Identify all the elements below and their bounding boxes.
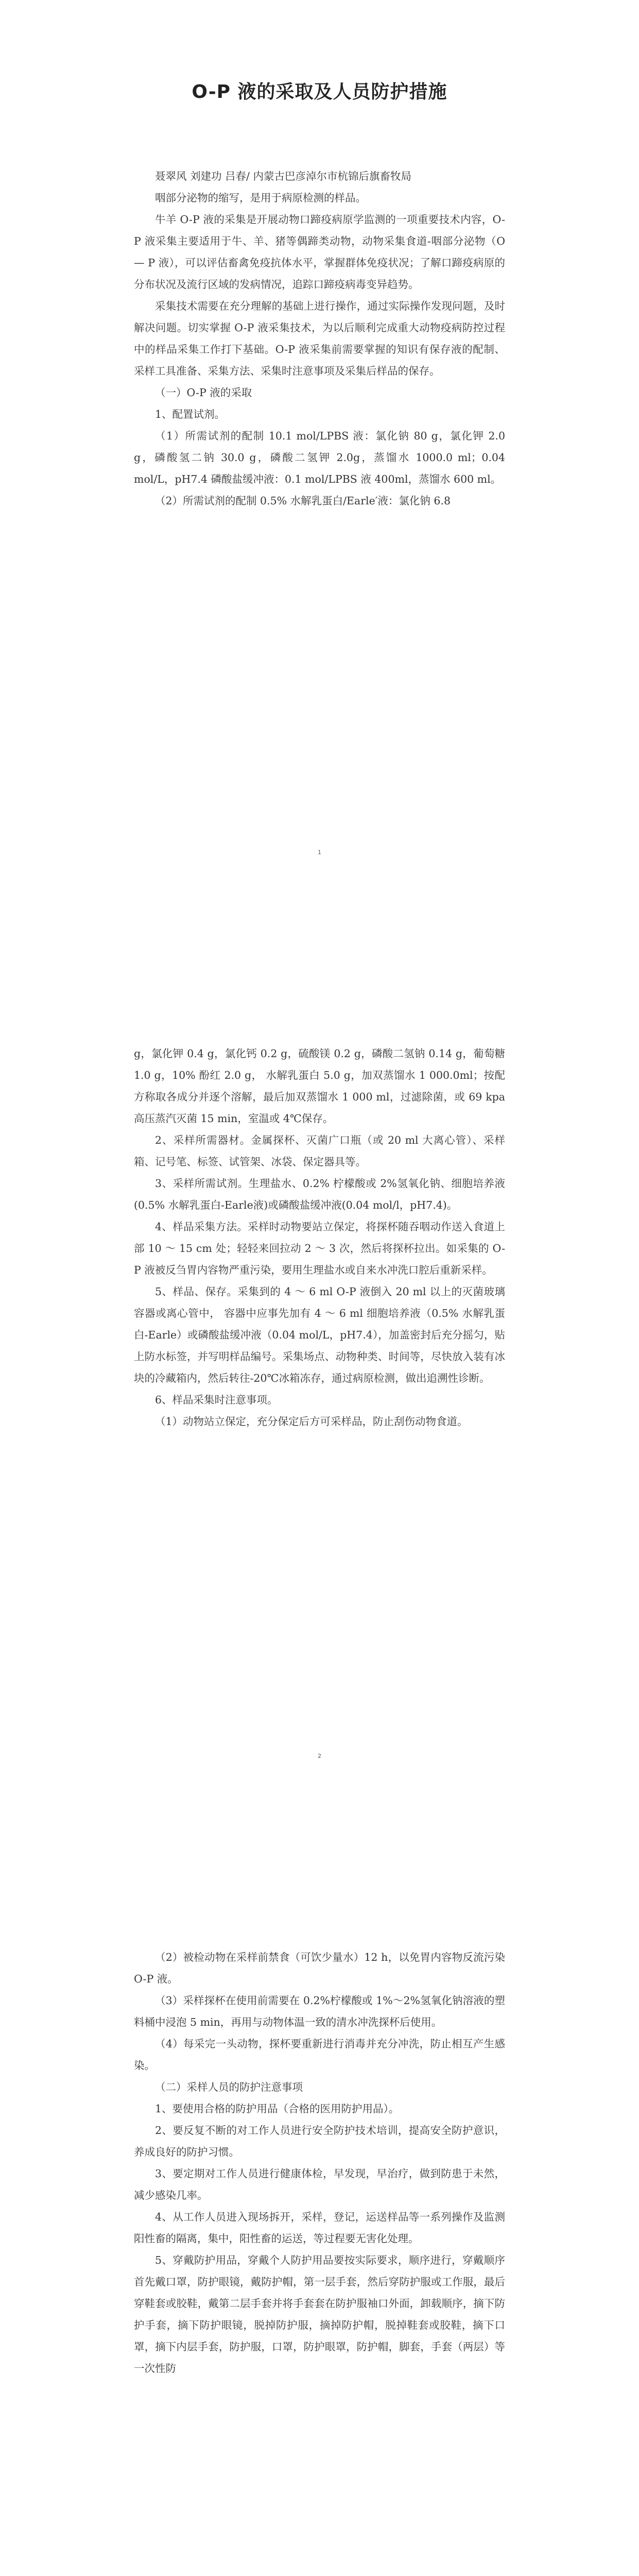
paragraph: （1）所需试剂的配制 10.1 mol/LPBS 液：氯化钠 80 g，氯化钾 2.0 g，磷酸氢二钠 30.0 g，磷酸二氢钾 2.0g，蒸馏水 1000.0 ml；0.04 mol/L，pH7.4 磷酸盐缓冲液：0.1 mol/LPBS 液 400ml，蒸馏水 600 ml。 [134, 430, 505, 485]
paragraph: 采集技术需要在充分理解的基础上进行操作，通过实际操作发现问题，及时解决问题。切实掌握 O-P 液采集技术，为以后顺利完成重大动物疫病防控过程中的样品采集工作打下基础。O-P 液采集前需要掌握的知识有保存液的配制、采样工具准备、采集方法、采集时注意事项及采集后样品的保存。 [134, 300, 505, 377]
document-page-1 [0, 0, 639, 904]
paragraph: 4、从工作人员进入现场拆开，采样，登记，运送样品等一系列操作及监测阳性畜的隔离，集中，阳性畜的运送，等过程要无害化处理。 [134, 2211, 505, 2245]
page-number: 2 [318, 1753, 321, 1759]
document-page-2 [0, 904, 639, 1807]
paragraph: 4、样品采集方法。采样时动物要站立保定，将探杯随吞咽动作送入食道上部 10 ～ 15 cm 处；轻轻来回拉动 2 ～ 3 次，然后将探杯拉出。如采集的 O-P 液被反刍胃内容物严重污染，要用生理盐水或自来水冲洗口腔后重新采样。 [134, 1221, 505, 1276]
paragraph: 3、采样所需试剂。生理盐水、0.2% 柠檬酸或 2%氢氧化钠、细胞培养液(0.5% 水解乳蛋白-Earle液)或磷酸盐缓冲液(0.04 mol/l，pH7.4)。 [134, 1177, 505, 1211]
paragraph: 1、要使用合格的防护用品（合格的医用防护用品）。 [155, 2103, 400, 2115]
document-page-3 [0, 1807, 639, 2576]
author-line: 聂翠风 刘建功 吕春/ 内蒙古巴彦淖尔市杭锦后旗畜牧局 [155, 170, 411, 182]
page-number: 1 [318, 849, 321, 856]
paragraph: （2）被检动物在采样前禁食（可饮少量水）12 h，以免胃内容物反流污染 O-P 液。 [134, 1951, 505, 1985]
paragraph: （4）每采完一头动物，探杯要重新进行消毒并充分冲洗，防止相互产生感染。 [134, 2038, 505, 2072]
paragraph: 3、要定期对工作人员进行健康体检，早发现，早治疗，做到防患于未然，减少感染几率。 [134, 2167, 505, 2201]
subsection-heading: 1、配置试剂。 [155, 408, 226, 420]
paragraph: 2、要反复不断的对工作人员进行安全防护技术培训，提高安全防护意识，养成良好的防护习惯。 [134, 2124, 505, 2158]
paragraph: （1）动物站立保定，充分保定后方可采样品，防止刮伤动物食道。 [155, 1415, 468, 1428]
paragraph: 5、穿戴防护用品，穿戴个人防护用品要按实际要求，顺序进行，穿戴顺序首先戴口罩，防护眼镜，戴防护帽，第一层手套，然后穿防护服或工作服，最后穿鞋套或胶鞋，戴第二层手套并将手套套在防护服袖口外面，卸载顺序，摘下防护手套，摘下防护眼镜，脱掉防护服，摘掉防护帽，脱掉鞋套或胶鞋，摘下口罩，摘下内层手套，防护服，口罩，防护眼罩，防护帽，脚套，手套（两层）等一次性防 [134, 2254, 505, 2375]
paragraph: 牛羊 O-P 液的采集是开展动物口蹄疫病原学监测的一项重要技术内容，O-P 液采集主要适用于牛、羊、猪等偶蹄类动物，动物采集食道-咽部分泌物（O — P 液），可以评估畜禽免疫抗体水平，掌握群体免疫状况；了解口蹄疫病原的分布状况及流行区域的发病情况，追踪口蹄疫病毒变异趋势。 [134, 213, 505, 291]
paragraph: 5、样品、保存。采集到的 4 ～ 6 ml O-P 液倒入 20 ml 以上的灭菌玻璃容器或离心管中， 容器中应事先加有 4 ～ 6 ml 细胞培养液（0.5% 水解乳蛋白-Earle）或磷酸盐缓冲液（0.04 mol/L，pH7.4），加盖密封后充分摇匀，贴上防水标签，并写明样品编号。采集场点、动物种类、时间等，尽快放入装有冰块的冷藏箱内，然后转往-20℃冰箱冻存，通过病原检测，做出追溯性诊断。 [134, 1285, 505, 1384]
section-heading: （二）采样人员的防护注意事项 [155, 2081, 303, 2093]
paragraph: 2、采样所需器材。金属探杯、灭菌广口瓶（或 20 ml 大离心管）、采样箱、记号笔、标签、试管架、冰袋、保定器具等。 [134, 1134, 505, 1168]
paragraph-continuation: g，氯化钾 0.4 g，氯化钙 0.2 g，硫酸镁 0.2 g，磷酸二氢钠 0.14 g，葡萄糖 1.0 g，10% 酚红 2.0 g， 水解乳蛋白 5.0 g，加双蒸馏水 1 000.0ml；按配方称取各成分并逐个溶解，最后加双蒸馏水 1 000 ml，过滤除菌，或 69 kpa 高压蒸汽灭菌 15 min，室温或 4℃保存。 [134, 1047, 505, 1125]
document-title: O-P 液的采取及人员防护措施 [192, 81, 447, 103]
paragraph: 咽部分泌物的缩写，是用于病原检测的样品。 [155, 192, 366, 204]
section-heading: （一）O-P 液的采取 [155, 386, 252, 399]
paragraph: （3）采样探杯在使用前需要在 0.2%柠檬酸或 1%～2%氢氧化钠溶液的塑料桶中浸泡 5 min，再用与动物体温一致的清水冲洗探杯后使用。 [134, 1994, 505, 2028]
subsection-heading: 6、样品采集时注意事项。 [155, 1394, 278, 1406]
paragraph: （2）所需试剂的配制 0.5% 水解乳蛋白/Earle′液：氯化钠 6.8 [155, 495, 451, 507]
